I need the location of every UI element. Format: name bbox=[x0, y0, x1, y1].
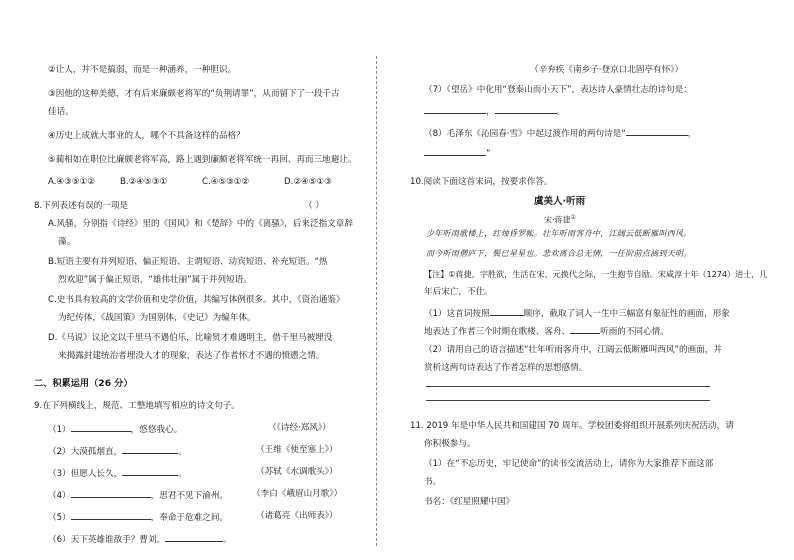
q10-1-blank-2[interactable] bbox=[570, 324, 600, 334]
q10-1-text-c: 地表达了作者三个时期在歌楼、客舟、 bbox=[424, 327, 571, 337]
q10-2: （2）请用自己的语言描述“壮年听雨客舟中，江阔云低断雁叫西风”的画面，并 bbox=[424, 345, 722, 355]
q9-row-4-prefix: （4） bbox=[48, 491, 71, 501]
q9-item-7-answer bbox=[424, 104, 565, 118]
q7-option-c: C.④⑤③①② bbox=[202, 177, 250, 187]
q9-row-6-prefix: （6）天下英雄谁敌手？曹刘。 bbox=[48, 535, 166, 545]
q6-source: （辛弃疾《南乡子·登京口北固亭有怀》） bbox=[530, 65, 684, 75]
q9-row-5-prefix: （5） bbox=[48, 513, 71, 523]
q9-row-2-text: 。 bbox=[178, 447, 187, 457]
sentence-3-cont: 佳话。 bbox=[48, 107, 74, 117]
poem-note: 【注】①蒋捷，字胜欲，生活在宋、元换代之际，一生抱节自励。宋咸淳十年（1274）进士，几 bbox=[424, 269, 768, 279]
q9-row-3-prefix: （3）但愿人长久， bbox=[48, 469, 123, 479]
q10-1-text-b: 顺序，截取了词人一生中三幅富有象征性的画面，形象 bbox=[523, 309, 730, 319]
q9-item-7-end: 。 bbox=[556, 107, 566, 117]
q8-option-c-cont: 为纪传体，《战国策》为国别体，《史记》为编年体。 bbox=[58, 313, 256, 323]
q9-row-4-text: ，思君不见下渝州。 bbox=[150, 491, 229, 501]
q9-item-7-blank-2[interactable] bbox=[495, 104, 557, 114]
q9-item-8-cont bbox=[424, 146, 490, 160]
q8-option-a-cont: 藻。 bbox=[58, 237, 76, 247]
q11-stem: 11. 2019 年是中华人民共和国建国 70 周年。学校团委将组织开展系列庆祝活动，请 bbox=[410, 421, 734, 431]
q9-row-2 bbox=[48, 444, 187, 458]
poem-note-cont: 年后宋亡，不仕。 bbox=[424, 287, 493, 297]
q9-row-1-blank[interactable] bbox=[71, 422, 131, 432]
q9-row-1 bbox=[48, 422, 182, 436]
poem-title: 虞美人·听雨 bbox=[534, 196, 586, 207]
q8-option-b-cont: 烈欢迎”属于偏正短语，“雄伟壮丽”属于并列短语。 bbox=[58, 275, 252, 285]
q9-row-4 bbox=[48, 488, 228, 502]
q10-1-text-d: 听雨的不同心情。 bbox=[600, 327, 669, 337]
q11-1-cont: 书。 bbox=[424, 477, 442, 487]
poem-line-2: 而今听雨僧庐下，鬓已星星也。悲欢离合总无情，一任阶前点滴到天明。 bbox=[426, 249, 692, 258]
sentence-5: ⑤蔺相如在职位比廉颇老将军高，路上遇到廉颇老将军统一再回、再而三地避让。 bbox=[48, 155, 357, 165]
q9-row-2-prefix: （2）大漠孤烟直， bbox=[48, 447, 123, 457]
q7-option-d: D.②④⑤①③ bbox=[284, 177, 332, 187]
q9-item-8 bbox=[424, 126, 696, 140]
sentence-4: ④历史上成就大事业的人，哪个不具备这样的品格？ bbox=[48, 131, 245, 141]
q9-row-6-blank[interactable] bbox=[165, 532, 223, 542]
q9-row-5-blank[interactable] bbox=[71, 510, 151, 520]
q10-answer-line-1[interactable] bbox=[426, 386, 710, 387]
q11-1: （1）在“不忘历史，牢记使命”的读书交流活动上，请你为大家推荐下面这部 bbox=[424, 459, 714, 469]
q11-stem-cont: 你积极参与。 bbox=[424, 439, 476, 449]
q9-item-8-blank-2[interactable] bbox=[424, 146, 486, 156]
q10-1 bbox=[424, 306, 730, 320]
q9-item-8-blank-1[interactable] bbox=[626, 126, 688, 136]
q9-item-7-sep: ， bbox=[486, 107, 495, 117]
poem-line-1: 少年听雨歌楼上，红烛昏罗帐。壮年听雨客舟中，江阔云低断雁叫西风。 bbox=[426, 229, 692, 238]
sentence-3: ③因他的这种美德，才有后来廉颇老将军的“负荆请罪”，从而留下了一段千古 bbox=[48, 89, 340, 99]
q8-option-d-cont: 来揭露封建统治者埋没人才的现象，表达了作者怀才不遇的愤懑之情。 bbox=[58, 351, 325, 361]
q9-item-8-text: （8）毛泽东《沁园春·雪》中起过渡作用的两句诗是“ bbox=[424, 129, 626, 139]
book-title: 书名：《红星照耀中国》 bbox=[424, 497, 515, 507]
q9-row-6-text: 。 bbox=[223, 535, 232, 545]
q8-stem: 8.下列表述有误的一项是 bbox=[34, 201, 129, 211]
q9-row-5-source: （诸葛亮《出师表》） bbox=[256, 511, 338, 521]
q9-item-7: （7）《望岳》中化用“登泰山而小天下”，表达诗人豪情壮志的诗句是： bbox=[424, 85, 692, 95]
q9-row-2-blank[interactable] bbox=[122, 444, 178, 454]
q9-item-8-sep: ， bbox=[687, 129, 697, 139]
q9-row-6 bbox=[48, 532, 232, 546]
q7-option-b: B.②④⑤③① bbox=[120, 177, 168, 187]
q10-2-cont: 赏析这两句诗表达了作者怎样的思想感情。 bbox=[424, 363, 588, 373]
q10-1-blank-1[interactable] bbox=[490, 306, 524, 316]
q8-option-c: C.史书具有较高的文学价值和史学价值，其编写体例很多。其中，《资治通鉴》 bbox=[48, 295, 345, 305]
q9-row-3-text: 。 bbox=[178, 469, 187, 479]
q10-stem: 10.阅读下面这首宋词，按要求作答。 bbox=[410, 177, 553, 187]
q10-answer-line-2[interactable] bbox=[426, 400, 710, 401]
q9-row-5 bbox=[48, 510, 228, 524]
q9-item-8-end: ” bbox=[486, 149, 491, 159]
q10-1-cont bbox=[424, 324, 669, 338]
sentence-2: ②让人，并不是搞弱，而是一种涵养，一种胆识。 bbox=[48, 65, 237, 75]
q7-option-a: A.④③⑤①② bbox=[48, 177, 95, 187]
q9-item-7-blank-1[interactable] bbox=[424, 104, 486, 114]
poem-note-mark: ① bbox=[570, 214, 576, 221]
q9-row-1-prefix: （1） bbox=[48, 425, 71, 435]
q9-stem: 9.在下列横线上，规范、工整地填写相应的诗文句子。 bbox=[34, 401, 240, 411]
q9-row-3-blank[interactable] bbox=[122, 466, 178, 476]
q9-row-1-text: ，悠悠我心。 bbox=[130, 425, 183, 435]
q9-row-3-source: （苏轼《水调歌头》） bbox=[256, 467, 338, 477]
poem-author bbox=[544, 212, 576, 227]
q9-row-5-text: ，奉命于危难之间。 bbox=[150, 513, 229, 523]
section-2-heading: 二、积累运用（26 分） bbox=[34, 378, 133, 389]
q8-option-a: A.风骚，分别指《诗经》里的《国风》和《楚辞》中的《离骚》，后来泛指文章辞 bbox=[48, 219, 353, 229]
q9-row-2-source: （王维《使至塞上》） bbox=[256, 445, 338, 455]
q10-1-text-a: （1）这首词按照 bbox=[424, 309, 490, 319]
q9-row-4-blank[interactable] bbox=[71, 488, 151, 498]
column-divider bbox=[376, 56, 377, 546]
q8-option-b: B.短语主要有并列短语、偏正短语、主谓短语、动宾短语、补充短语。“热 bbox=[48, 257, 328, 267]
poem-author-name: 宋·蒋捷 bbox=[544, 215, 571, 225]
q9-row-3 bbox=[48, 466, 187, 480]
q8-option-d: D.《马说》议论文以千里马不遇伯乐，比喻贤才难遇明主，借千里马被埋没 bbox=[48, 333, 333, 343]
q8-answer-paren: （ ） bbox=[304, 201, 324, 211]
q9-row-1-source: （《诗经·郑风》） bbox=[268, 423, 331, 433]
q9-row-4-source: （李白《峨眉山月歌》） bbox=[252, 489, 343, 499]
